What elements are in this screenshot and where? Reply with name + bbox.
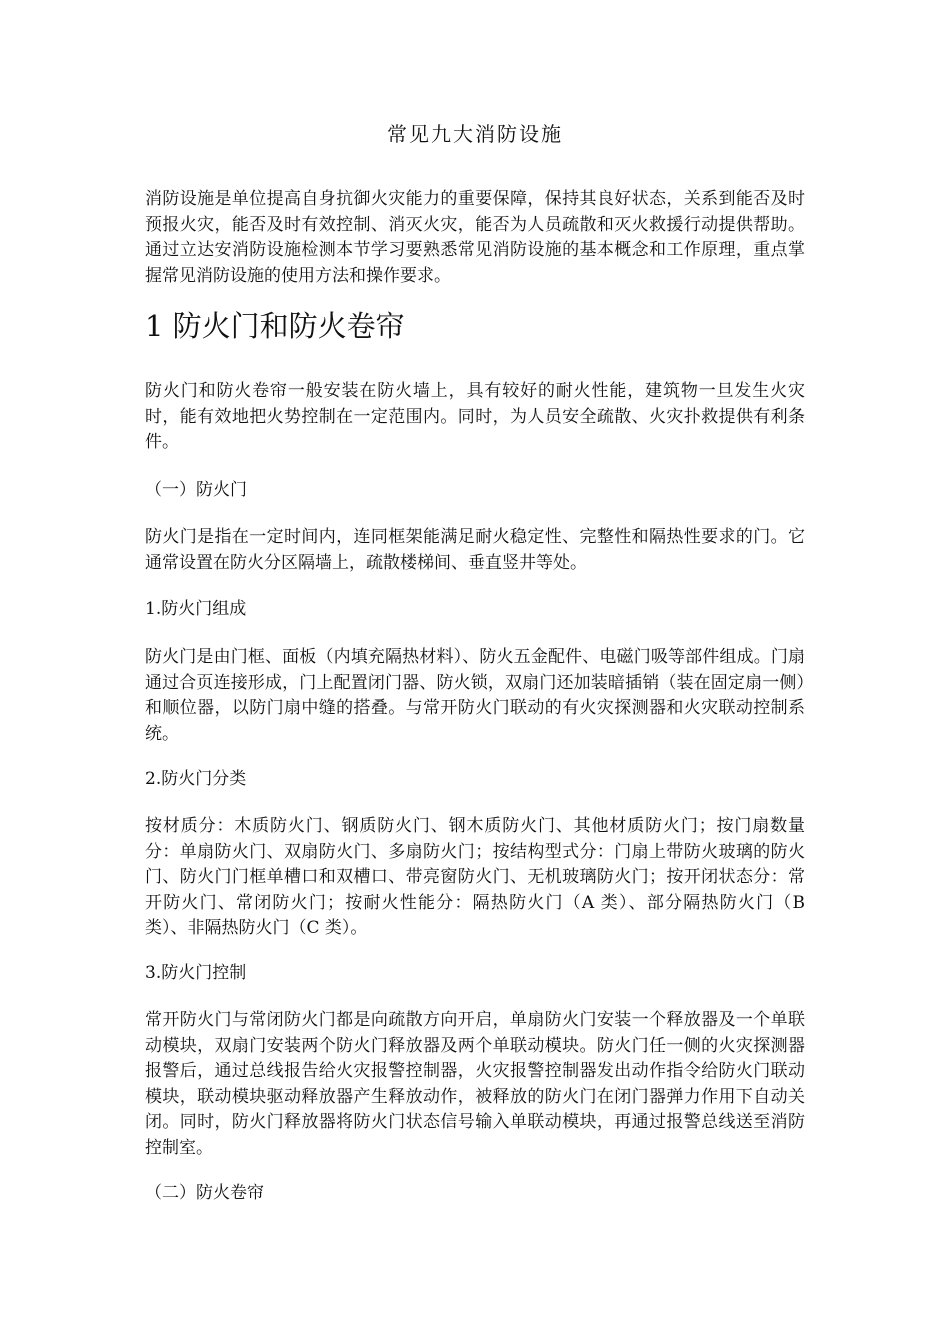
fire-door-definition-paragraph: 防火门是指在一定时间内，连同框架能满足耐火稳定性、完整性和隔热性要求的门。它通常设置在防火分区隔墙上，疏散楼梯间、垂直竖井等处。	[145, 527, 805, 573]
section-intro-paragraph: 防火门和防火卷帘一般安装在防火墙上，具有较好的耐火性能，建筑物一旦发生火灾时，能有效地把火势控制在一定范围内。同时，为人员安全疏散、火灾扑救提供有利条件。	[145, 381, 805, 452]
intro-paragraph: 消防设施是单位提高自身抗御火灾能力的重要保障，保持其良好状态，关系到能否及时预报火灾，能否及时有效控制、消灭火灾，能否为人员疏散和灭火救援行动提供帮助。通过立达安消防设施检测本节学习要熟悉常见消防设施的基本概念和工作原理，重点掌握常见消防设施的使用方法和操作要求。	[145, 189, 805, 286]
control-paragraph: 常开防火门与常闭防火门都是向疏散方向开启，单扇防火门安装一个释放器及一个单联动模块，双扇门安装两个防火门释放器及两个单联动模块。防火门任一侧的火灾探测器报警后，通过总线报告给火灾报警控制器，火灾报警控制器发出动作指令给防火门联动模块，联动模块驱动释放器产生释放动作，被释放的防火门在闭门器弹力作用下自动关闭。同时，防火门释放器将防火门状态信号输入单联动模块，再通过报警总线送至消防控制室。	[145, 1010, 805, 1158]
composition-paragraph: 防火门是由门框、面板（内填充隔热材料）、防火五金配件、电磁门吸等部件组成。门扇通过合页连接形成，门上配置闭门器、防火锁，双扇门还加装暗插销（装在固定扇一侧）和顺位器，以防门扇中缝的搭叠。与常开防火门联动的有火灾探测器和火灾联动控制系统。	[145, 647, 805, 744]
subsection-heading-fire-shutter: （二）防火卷帘	[145, 1183, 264, 1203]
item-heading-classification: 2.防火门分类	[145, 769, 247, 789]
subsection-heading-fire-door: （一）防火门	[145, 480, 247, 500]
classification-paragraph: 按材质分：木质防火门、钢质防火门、钢木质防火门、其他材质防火门；按门扇数量分：单扇防火门、双扇防火门、多扇防火门；按结构型式分：门扇上带防火玻璃的防火门、防火门门框单槽口和双槽口、带亮窗防火门、无机玻璃防火门；按开闭状态分：常开防火门、常闭防火门；按耐火性能分：隔热防火门（A 类）、部分隔热防火门（B 类）、非隔热防火门（C 类）。	[145, 816, 805, 938]
item-heading-composition: 1.防火门组成	[145, 599, 247, 619]
document-title: 常见九大消防设施	[387, 122, 563, 146]
item-heading-control: 3.防火门控制	[145, 963, 247, 983]
section-heading-fire-doors-shutters: 1 防火门和防火卷帘	[145, 309, 405, 343]
